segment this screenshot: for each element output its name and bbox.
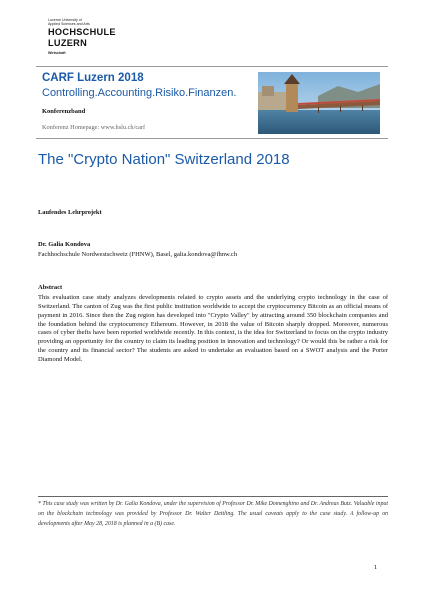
header-top-rule [36,66,388,67]
author-name: Dr. Galia Kondova [38,241,91,248]
conference-homepage: Konferenz Homepage: www.hslu.ch/carf [42,124,146,131]
conference-title: CARF Luzern 2018 [42,72,144,84]
logo-department: Wirtschaft [48,51,66,56]
author-affiliation: Fachhochschule Nordwestschweiz (FHNW), Basel, galia.kondova@fhnw.ch [38,251,238,258]
abstract-heading: Abstract [38,284,63,291]
header-bottom-rule [36,138,388,139]
logo-tagline-line1: Lucerne University of [48,18,82,22]
project-type: Laufendes Lehrprojekt [38,209,102,216]
conference-band-label: Konferenzband [42,108,86,115]
footnote-rule [38,496,388,497]
logo-tagline-line2: Applied Sciences and Arts [48,22,90,27]
logo-name-line1: HOCHSCHULE [48,27,116,38]
lucerne-bridge-photo [258,72,380,134]
paper-title: The "Crypto Nation" Switzerland 2018 [38,151,290,168]
page-number: 1 [374,564,378,571]
university-logo [48,18,116,55]
lucerne-bridge-illustration [258,72,380,134]
abstract-text: This evaluation case study analyzes developments related to crypto assets and the underlying crypto technology in the case of Switzerland. The canton of Zug was the first public institution worldwide to accept the cryptocurrency Bitcoin as an official means of payment in 2016. Since then the Zug region has developed into "Crypto Valley" by attracting around 350 blockchain companies and the foundation behind the cryptocurrency Ethereum. However, in 2018 the value of Bitcoin sharply dropped. Moreover, numerous cases of cyber thefts have been reported worldwide recently. In this context, is the idea for Switzerland to focus on the crypto industry providing an opportunity for the country to claim its leading position in innovation and technology? Or would this be rather a risk for the country and its financial sector? The students are asked to undertake an evaluation based on a SWOT analysis and the Porter Diamond Model. [38,294,388,363]
footnote: * This case study was written by Dr. Galia Kondova, under the supervision of Professor Dr. Mike Domenghino and Dr. Andreas Butz. Valuable input on the blockchain technology was provided by Professor Dr. Walter Dettling. The usual caveats apply to the case study. A follow-up on developments after May 28, 2018 is planned in a (B) case. [38,501,388,528]
logo-name-line2: LUZERN [48,38,88,49]
conference-subtitle: Controlling.Accounting.Risiko.Finanzen. [42,87,237,99]
